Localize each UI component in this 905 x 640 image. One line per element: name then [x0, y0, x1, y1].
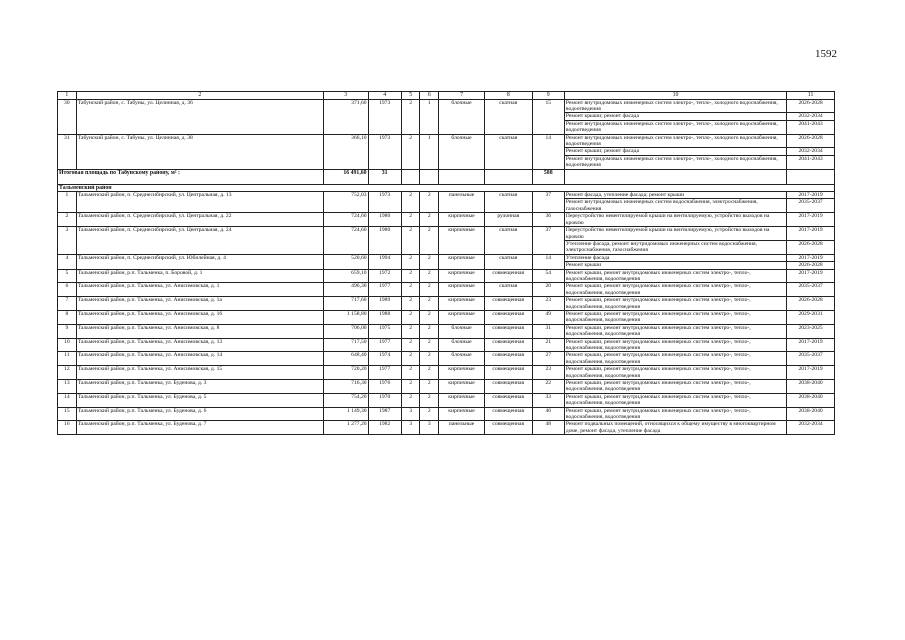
table-row	[58, 99, 835, 113]
repair-period: 2017-2019	[787, 338, 835, 352]
house-area: 648,40	[323, 352, 368, 366]
entrances-count: 2	[420, 310, 439, 324]
repair-period: 2026-2028	[787, 99, 835, 113]
house-number: 16	[58, 421, 77, 435]
repair-period: 2029-2031	[787, 310, 835, 324]
repair-work: Ремонт крыши	[564, 262, 786, 269]
house-area: 520,60	[323, 254, 368, 269]
roof-type: совмещенная	[484, 352, 532, 366]
wall-material: кирпичные	[439, 283, 485, 297]
repair-work: Ремонт крыши, ремонт внутридомовых инженерных систем электро-, тепло-, водоснабжения, водоотведения	[564, 393, 786, 407]
house-address: Тальменский район, р.п. Тальменка, ул. Анисимовская, д. 1а	[76, 297, 323, 311]
entrances-count: 2	[420, 352, 439, 366]
apartments-count: 31	[532, 324, 564, 338]
repair-period: 2035-2037	[787, 352, 835, 366]
build-year: 1973	[368, 192, 401, 213]
house-address: Тальменский район, п. Среднесибирский, ул. Юбилейная, д. 4	[76, 254, 323, 269]
repair-period: 2041-2043	[787, 120, 835, 134]
roof-type: совмещенная	[484, 310, 532, 324]
house-number: 10	[58, 338, 77, 352]
build-year: 1977	[368, 338, 401, 352]
floors-count: 2	[401, 213, 420, 227]
repair-period: 2026-2028	[787, 262, 835, 269]
build-year: 1972	[368, 269, 401, 283]
column-number-row	[58, 92, 835, 100]
repair-period: 2032-2034	[787, 113, 835, 120]
column-number: 4	[368, 92, 401, 100]
repair-period: 2038-2040	[787, 393, 835, 407]
apartments-count: 54	[532, 269, 564, 283]
house-address: Тальменский район, п. Среднесибирский, ул. Центральная, д. 24	[76, 227, 323, 255]
floors-count: 3	[401, 421, 420, 435]
house-area: 1 158,80	[323, 310, 368, 324]
house-number: 1	[58, 192, 77, 213]
repair-work: Ремонт крыши, ремонт внутридомовых инженерных систем электро-, тепло-, водоснабжения, водоотведения	[564, 283, 786, 297]
apartments-count: 48	[532, 421, 564, 435]
floors-count: 2	[401, 366, 420, 380]
house-area: 366,10	[323, 134, 368, 169]
wall-material: кирпичные	[439, 227, 485, 255]
roof-type: совмещенная	[484, 338, 532, 352]
repair-work: Утепление фасада, ремонт внутридомовых инженерных систем водоснабжения, электроснабжения, газоснабжения	[564, 240, 786, 254]
entrances-count: 1	[420, 99, 439, 134]
wall-material: кирпичные	[439, 213, 485, 227]
entrances-count: 2	[420, 324, 439, 338]
build-year: 1973	[368, 134, 401, 169]
table-row	[58, 227, 835, 241]
build-year: 1976	[368, 380, 401, 394]
wall-material: панельные	[439, 421, 485, 435]
wall-material: кирпичные	[439, 297, 485, 311]
house-number: 31	[58, 134, 77, 169]
floors-count: 2	[401, 134, 420, 169]
empty-cell	[564, 169, 786, 184]
entrances-count: 2	[420, 366, 439, 380]
house-area: 371,60	[323, 99, 368, 134]
build-year: 1974	[368, 352, 401, 366]
repair-work: Ремонт крыши, ремонт внутридомовых инженерных систем электро-, тепло-, водоснабжения, водоотведения	[564, 380, 786, 394]
build-year: 1994	[368, 254, 401, 269]
roof-type: скатная	[484, 134, 532, 169]
table-row	[58, 283, 835, 297]
district-body	[58, 192, 835, 435]
repair-work: Ремонт крыши, ремонт внутридомовых инженерных систем электро-, тепло-, водоснабжения, водоотведения	[564, 310, 786, 324]
floors-count: 2	[401, 352, 420, 366]
table-row	[58, 366, 835, 380]
entrances-count: 2	[420, 297, 439, 311]
roof-type: совмещенная	[484, 366, 532, 380]
page-number: 1592	[815, 48, 837, 60]
build-year: 1980	[368, 227, 401, 255]
table-row	[58, 324, 835, 338]
house-area: 496,30	[323, 283, 368, 297]
empty-cell	[439, 169, 485, 184]
house-address: Тальменский район, п. Среднесибирский, ул. Центральная, д. 22	[76, 213, 323, 227]
roof-type: совмещенная	[484, 393, 532, 407]
repair-work: Ремонт крыши, ремонт внутридомовых инженерных систем электро-, тепло-, водоснабжения, водоотведения	[564, 352, 786, 366]
wall-material: блочные	[439, 352, 485, 366]
apartments-count: 15	[532, 99, 564, 134]
wall-material: блочные	[439, 134, 485, 169]
floors-count: 2	[401, 393, 420, 407]
house-number: 6	[58, 283, 77, 297]
build-year: 1988	[368, 310, 401, 324]
table-row	[58, 269, 835, 283]
floors-count: 2	[401, 380, 420, 394]
wall-material: блочные	[439, 99, 485, 134]
house-address: Тальменский район, р.п. Тальменка, ул. Анисимовская, д. 1	[76, 283, 323, 297]
repair-period: 2026-2028	[787, 134, 835, 148]
apartments-count: 20	[532, 283, 564, 297]
repair-work: Ремонт крыши, ремонт внутридомовых инженерных систем электро-, тепло-, водоснабжения, водоотведения	[564, 338, 786, 352]
repair-work: Ремонт крыши; ремонт фасада	[564, 113, 786, 120]
entrances-count: 2	[420, 283, 439, 297]
entrances-count: 2	[420, 192, 439, 213]
repair-period: 2017-2019	[787, 213, 835, 227]
apartments-count: 46	[532, 407, 564, 421]
column-number: 11	[787, 92, 835, 100]
total-body	[58, 169, 835, 191]
entrances-count: 2	[420, 380, 439, 394]
build-year: 1989	[368, 297, 401, 311]
table-row	[58, 380, 835, 394]
house-number: 8	[58, 310, 77, 324]
roof-type: совмещенная	[484, 297, 532, 311]
house-address: Тальменский район, р.п. Тальменка, ул. Анисимовская, д. 8	[76, 324, 323, 338]
floors-count: 2	[401, 227, 420, 255]
roof-type: рулонная	[484, 213, 532, 227]
entrances-count: 2	[420, 254, 439, 269]
apartments-count: 23	[532, 297, 564, 311]
entrances-count: 1	[420, 134, 439, 169]
house-number: 11	[58, 352, 77, 366]
apartments-count: 21	[532, 338, 564, 352]
apartments-count: 23	[532, 366, 564, 380]
apartments-count: 37	[532, 192, 564, 213]
section-row	[58, 184, 835, 191]
empty-cell	[401, 169, 420, 184]
house-area: 724,60	[323, 213, 368, 227]
house-number: 9	[58, 324, 77, 338]
floors-count: 3	[401, 407, 420, 421]
table-row	[58, 213, 835, 227]
build-year: 1977	[368, 283, 401, 297]
repair-work: Ремонт внутридомовых инженерных систем водоснабжения, электроснабжения, газоснабжения	[564, 199, 786, 213]
build-year: 1982	[368, 421, 401, 435]
house-area: 717,60	[323, 297, 368, 311]
house-area: 724,60	[323, 227, 368, 255]
column-number: 5	[401, 92, 420, 100]
apartments-count: 36	[532, 213, 564, 227]
floors-count: 2	[401, 310, 420, 324]
repair-work: Утепление фасада	[564, 254, 786, 261]
repair-work: Ремонт внутридомовых инженерных систем электро-, тепло-, холодного водоснабжения, водоотведения	[564, 155, 786, 169]
house-address: Тальменский район, р.п. Тальменка, ул. Анисимовская, д. 15	[76, 366, 323, 380]
build-year: 1975	[368, 324, 401, 338]
house-number: 15	[58, 407, 77, 421]
repair-work: Ремонт внутридомовых инженерных систем электро-, тепло-, холодного водоснабжения, водоотведения	[564, 99, 786, 113]
wall-material: кирпичные	[439, 407, 485, 421]
wall-material: блочные	[439, 338, 485, 352]
repair-work: Ремонт крыши, ремонт внутридомовых инженерных систем электро-, тепло-, водоснабжения, водоотведения	[564, 407, 786, 421]
repair-work: Переустройство невентилируемой крыши на вентилируемую, устройство выходов на кровлю	[564, 213, 786, 227]
house-number: 30	[58, 99, 77, 134]
repair-period: 2032-2034	[787, 148, 835, 155]
repair-period: 2035-2037	[787, 283, 835, 297]
repair-work: Ремонт фасада, утепление фасада; ремонт крыши	[564, 192, 786, 199]
house-address: Тальменский район, р.п. Тальменка, ул. Буденова, д. 3	[76, 380, 323, 394]
total-area: 16 491,60	[323, 169, 368, 184]
floors-count: 2	[401, 324, 420, 338]
house-address: Тальменский район, р.п. Тальменка, ул. Буденова, д. 7	[76, 421, 323, 435]
roof-type: совмещенная	[484, 380, 532, 394]
house-address: Тальменский район, р.п. Тальменка, ул. Буденова, д. 5	[76, 393, 323, 407]
repair-period: 2032-2034	[787, 421, 835, 435]
apartments-count: 22	[532, 380, 564, 394]
table-row	[58, 192, 835, 199]
entrances-count: 2	[420, 393, 439, 407]
repair-work: Ремонт крыши, ремонт внутридомовых инженерных систем электро-, тепло-, водоснабжения, водоотведения	[564, 366, 786, 380]
total-label: Итоговая площадь по Табунскому району, м² :	[58, 169, 324, 184]
build-year: 1970	[368, 393, 401, 407]
column-number: 3	[323, 92, 368, 100]
house-address: Тальменский район, п. Среднесибирский, ул. Центральная, д. 13	[76, 192, 323, 213]
repair-work: Ремонт крыши; ремонт фасада	[564, 148, 786, 155]
roof-type: скатная	[484, 99, 532, 134]
house-number: 2	[58, 213, 77, 227]
entrances-count: 2	[420, 338, 439, 352]
table-row	[58, 297, 835, 311]
house-area: 754,20	[323, 393, 368, 407]
roof-type: скатная	[484, 283, 532, 297]
repair-work: Переустройство невентилируемой крыши на вентилируемую, устройство выходов на кровлю	[564, 227, 786, 241]
wall-material: панельные	[439, 192, 485, 213]
table-row	[58, 338, 835, 352]
empty-cell	[484, 169, 532, 184]
repair-work: Ремонт крыши, ремонт внутридомовых инженерных систем электро-, тепло-, водоснабжения, водоотведения	[564, 269, 786, 283]
apartments-count: 27	[532, 352, 564, 366]
house-number: 7	[58, 297, 77, 311]
build-year: 1977	[368, 366, 401, 380]
house-area: 659,10	[323, 269, 368, 283]
empty-cell	[787, 169, 835, 184]
apartments-count: 49	[532, 310, 564, 324]
column-number: 8	[484, 92, 532, 100]
roof-type: совмещенная	[484, 421, 532, 435]
roof-type: скатная	[484, 192, 532, 213]
house-area: 720,20	[323, 366, 368, 380]
repair-period: 2017-2019	[787, 192, 835, 199]
house-address: Табунский район, с. Табуны, ул. Целинная, д. 36	[76, 99, 323, 134]
capital-repair-table	[57, 91, 835, 435]
column-number: 7	[439, 92, 485, 100]
house-number: 13	[58, 380, 77, 394]
column-number: 6	[420, 92, 439, 100]
total-row	[58, 169, 835, 184]
roof-type: совмещенная	[484, 407, 532, 421]
total-apartments: 588	[532, 169, 564, 184]
roof-type: совмещенная	[484, 324, 532, 338]
wall-material: блочные	[439, 324, 485, 338]
house-area: 1 277,20	[323, 421, 368, 435]
repair-work: Ремонт крыши, ремонт внутридомовых инженерных систем электро-, тепло-, водоснабжения, водоотведения	[564, 324, 786, 338]
table-row	[58, 393, 835, 407]
table-row	[58, 134, 835, 148]
table-row	[58, 254, 835, 261]
build-year: 1987	[368, 407, 401, 421]
table-row	[58, 421, 835, 435]
floors-count: 2	[401, 283, 420, 297]
total-houses: 31	[368, 169, 401, 184]
table-row	[58, 352, 835, 366]
roof-type: совмещенная	[484, 269, 532, 283]
table-row	[58, 407, 835, 421]
floors-count: 2	[401, 254, 420, 269]
house-area: 716,30	[323, 380, 368, 394]
repair-period: 2017-2019	[787, 254, 835, 261]
wall-material: кирпичные	[439, 380, 485, 394]
entrances-count: 2	[420, 227, 439, 255]
wall-material: кирпичные	[439, 269, 485, 283]
repair-work: Ремонт внутридомовых инженерных систем электро-, тепло-, холодного водоснабжения, водоотведения	[564, 134, 786, 148]
repair-period: 2017-2019	[787, 269, 835, 283]
table-row	[58, 310, 835, 324]
house-number: 4	[58, 254, 77, 269]
empty-cell	[420, 169, 439, 184]
wall-material: кирпичные	[439, 310, 485, 324]
entrances-count: 3	[420, 421, 439, 435]
repair-period: 2035-2037	[787, 199, 835, 213]
apartments-count: 33	[532, 393, 564, 407]
repair-work: Ремонт подвальных помещений, относящихся к общему имуществу в многоквартирном доме, ремонт фасада, утепление фасада	[564, 421, 786, 435]
house-area: 717,50	[323, 338, 368, 352]
house-number: 14	[58, 393, 77, 407]
column-number: 10	[564, 92, 786, 100]
house-address: Табунский район, с. Табуны, ул. Целинная, д. 38	[76, 134, 323, 169]
house-address: Тальменский район, р.п. Тальменка, ул. Анисимовская, д. 13	[76, 338, 323, 352]
house-area: 1 149,30	[323, 407, 368, 421]
roof-type: скатная	[484, 227, 532, 255]
table-body	[58, 92, 835, 170]
build-year: 1980	[368, 213, 401, 227]
house-address: Тальменский район, р.п. Тальменка, ул. Анисимовская, д. 16	[76, 310, 323, 324]
repair-period: 2017-2019	[787, 227, 835, 241]
repair-period: 2026-2028	[787, 240, 835, 254]
repair-period: 2038-2040	[787, 407, 835, 421]
wall-material: кирпичные	[439, 393, 485, 407]
wall-material: кирпичные	[439, 254, 485, 269]
repair-period: 2026-2028	[787, 297, 835, 311]
section-title: Тальменский район	[58, 184, 835, 191]
apartments-count: 37	[532, 227, 564, 255]
entrances-count: 2	[420, 269, 439, 283]
wall-material: кирпичные	[439, 366, 485, 380]
build-year: 1973	[368, 99, 401, 134]
floors-count: 2	[401, 99, 420, 134]
repair-work: Ремонт внутридомовых инженерных систем электро-, тепло-, холодного водоснабжения, водоотведения	[564, 120, 786, 134]
apartments-count: 14	[532, 134, 564, 169]
roof-type: скатная	[484, 254, 532, 269]
apartments-count: 14	[532, 254, 564, 269]
floors-count: 2	[401, 269, 420, 283]
column-number: 9	[532, 92, 564, 100]
house-area: 752,03	[323, 192, 368, 213]
repair-period: 2041-2043	[787, 155, 835, 169]
entrances-count: 2	[420, 407, 439, 421]
repair-period: 2023-2025	[787, 324, 835, 338]
house-address: Тальменский район, р.п. Тальменка, п. Боровой, д. 1	[76, 269, 323, 283]
house-address: Тальменский район, р.п. Тальменка, ул. Анисимовская, д. 14	[76, 352, 323, 366]
repair-period: 2017-2019	[787, 366, 835, 380]
repair-period: 2038-2040	[787, 380, 835, 394]
floors-count: 2	[401, 192, 420, 213]
house-number: 12	[58, 366, 77, 380]
column-number: 1	[58, 92, 77, 100]
house-number: 5	[58, 269, 77, 283]
capital-repair-table-container	[57, 91, 835, 435]
floors-count: 2	[401, 338, 420, 352]
entrances-count: 2	[420, 213, 439, 227]
repair-work: Ремонт крыши, ремонт внутридомовых инженерных систем электро-, тепло-, водоснабжения, водоотведения	[564, 297, 786, 311]
house-address: Тальменский район, р.п. Тальменка, ул. Буденова, д. 6	[76, 407, 323, 421]
house-area: 706,00	[323, 324, 368, 338]
house-number: 3	[58, 227, 77, 255]
floors-count: 2	[401, 297, 420, 311]
column-number: 2	[76, 92, 323, 100]
